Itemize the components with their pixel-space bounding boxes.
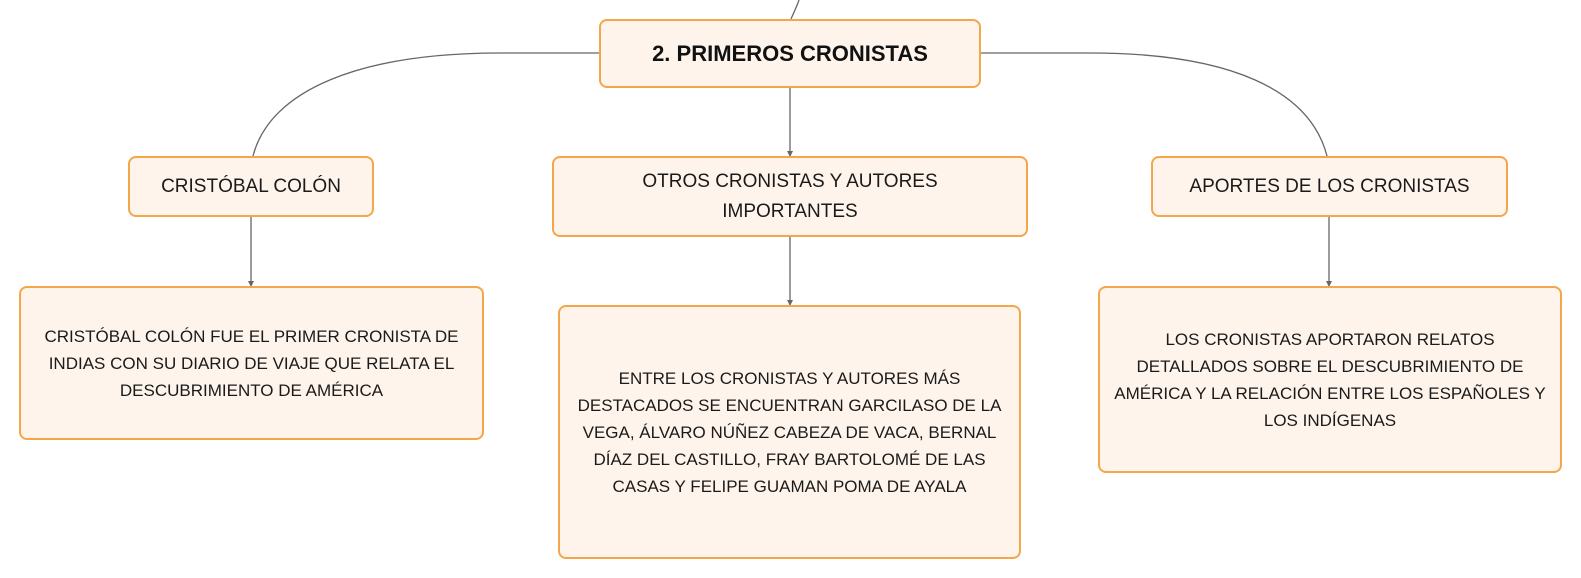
- connector-root-aportes: [981, 53, 1327, 156]
- detail-cristobal-colon[interactable]: [19, 286, 484, 440]
- topic-cristobal-colon[interactable]: [128, 156, 374, 217]
- topic-label: OTROS CRONISTAS Y AUTORES IMPORTANTES: [642, 170, 938, 222]
- topic-aportes-cronistas[interactable]: [1151, 156, 1508, 217]
- topic-label: CRISTÓBAL COLÓN: [161, 175, 341, 197]
- detail-aportes-cronistas[interactable]: [1098, 286, 1562, 473]
- root-topic-node[interactable]: [599, 19, 981, 88]
- topic-label: APORTES DE LOS CRONISTAS: [1189, 175, 1470, 197]
- root-topic-label: 2. PRIMEROS CRONISTAS: [652, 40, 928, 66]
- connector-root-colon: [253, 53, 599, 156]
- detail-text: ENTRE LOS CRONISTAS Y AUTORES MÁS DESTACADOS SE ENCUENTRAN GARCILASO DE LA VEGA, ÁLVARO NÚÑEZ CABEZA DE VACA, BERNAL DÍAZ DEL CASTILLO, FRAY BARTOLOMÉ DE LAS CASAS Y FELIPE GUAMAN POMA DE AYALA: [577, 368, 1002, 496]
- topic-otros-cronistas[interactable]: [552, 156, 1028, 237]
- detail-text: LOS CRONISTAS APORTARON RELATOS DETALLADOS SOBRE EL DESCUBRIMIENTO DE AMÉRICA Y LA RELACIÓN ENTRE LOS ESPAÑOLES Y LOS INDÍGENAS: [1114, 329, 1546, 430]
- detail-text: CRISTÓBAL COLÓN FUE EL PRIMER CRONISTA DE INDIAS CON SU DIARIO DE VIAJE QUE RELATA EL DESCUBRIMIENTO DE AMÉRICA: [44, 326, 459, 400]
- incoming-connector: [791, 0, 799, 19]
- detail-otros-cronistas[interactable]: [558, 305, 1021, 559]
